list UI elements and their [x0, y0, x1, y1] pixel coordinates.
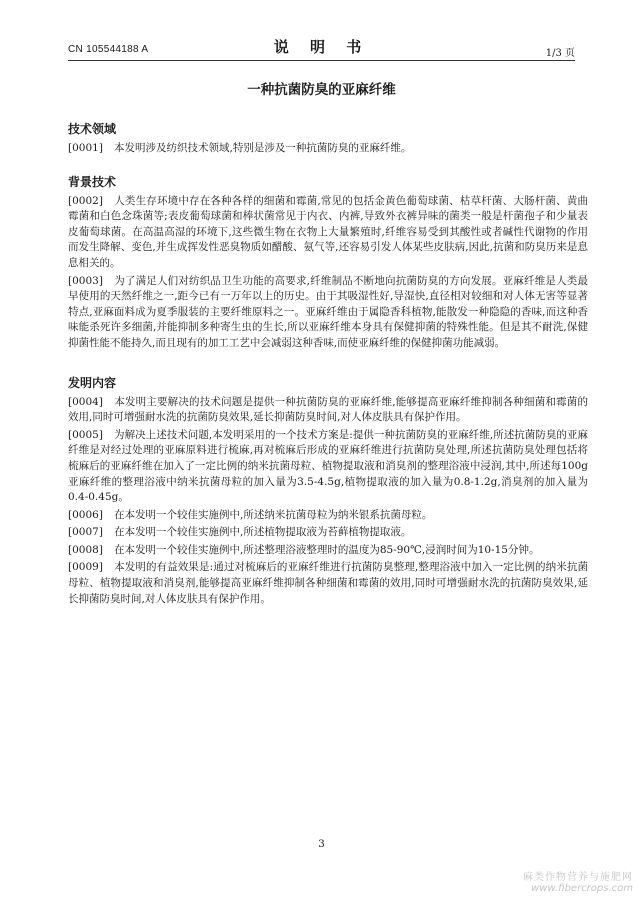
document-title: 一种抗菌防臭的亚麻纤维: [247, 82, 396, 98]
section-heading-summary: 发明内容: [68, 375, 117, 390]
paragraph-text: 本发明涉及纺织技术领域,特别是涉及一种抗菌防臭的亚麻纤维。: [114, 142, 412, 154]
paragraph-text: 本发明的有益效果是:通过对梳麻后的亚麻纤维进行抗菌防臭整理,整理浴液中加入一定比例的纳米抗菌母粒、植物提取液和消臭剂,能够提高亚麻纤维抑制各种细菌和霉菌的效用,同时可增强耐水洗的抗菌防臭效果,延长抑菌防臭时间,对人体皮肤具有保护作用。: [68, 561, 588, 605]
document-body: [68, 104, 588, 609]
paragraph-text: 人类生存环境中存在各种各样的细菌和霉菌,常见的包括金黄色葡萄球菌、枯草杆菌、大肠杆菌、黄曲霉菌和白色念珠菌等;表皮葡萄球菌和棒状菌常见于内衣、内裤,导致外衣裤异味的菌类一般是杆菌孢子和少量表皮葡萄球菌。在高温高湿的环境下,这些微生物在衣物上大量繁殖时,纤维容易受到其酸性或者碱性代谢物的作用而发生降解、变色,并生成挥发性恶臭物质如醋酸、氨气等,还容易引发人体某些皮肤病,因此,抗菌和防臭历来是息息相关的。: [68, 194, 588, 269]
paragraph-number: [0006]: [68, 508, 103, 521]
page-header: [68, 36, 575, 60]
paragraph-number: [0004]: [68, 395, 103, 408]
paragraph-number: [0001]: [68, 142, 103, 154]
paragraph-number: [0009]: [68, 561, 103, 574]
paragraph: [68, 141, 588, 157]
watermark-site-name: 麻类作物营养与施肥网: [523, 872, 633, 883]
paragraph: [68, 560, 588, 607]
paragraph-text: 为了满足人们对纺织品卫生功能的高要求,纤维制品不断地向抗菌防臭的方向发展。亚麻纤维是人类最早使用的天然纤维之一,距今已有一万年以上的历史。由于其吸湿性好,导湿快,直径相对较细和对人体无害等显著特点,亚麻面料成为夏季服装的主要纤维原料之一。亚麻纤维由于属隐香科植物,能散发一种隐隐的香味,而这种香味能杀死许多细菌,并能抑制多种寄生虫的生长,所以亚麻纤维本身具有保健抑菌的特殊性能。但是其不耐洗,保健抑菌性能不能持久,而且现有的加工工艺中会减弱这种香味,而使亚麻纤维的保健抑菌功能减弱。: [68, 274, 588, 349]
paragraph: [68, 525, 588, 541]
header-rule: [68, 60, 575, 61]
paragraph-number: [0003]: [68, 274, 103, 287]
page-number: 3: [318, 838, 325, 850]
paragraph: [68, 428, 588, 506]
paragraph-number: [0008]: [68, 543, 103, 556]
watermark-url: www.fibercrops.com: [531, 883, 633, 894]
section-heading-background: 背景技术: [68, 174, 117, 189]
paragraph-text: 在本发明一个较佳实施例中,所述纳米抗菌母粒为纳米银系抗菌母粒。: [114, 508, 433, 521]
paragraph: [68, 274, 588, 352]
paragraph: [68, 508, 588, 524]
paragraph-number: [0005]: [68, 428, 103, 441]
paragraph-text: 在本发明一个较佳实施例中,所述整理浴液整理时的温度为85-90℃,浸润时间为10-15分钟。: [114, 543, 540, 556]
paragraph: [68, 543, 588, 559]
paragraph-number: [0002]: [68, 194, 103, 207]
watermark: [523, 868, 633, 894]
paragraph: [68, 395, 588, 426]
publication-number: CN 105544188 A: [68, 44, 149, 55]
document-type: 说 明 书: [273, 38, 370, 56]
paragraph-text: 在本发明一个较佳实施例中,所述植物提取液为苔藓植物提取液。: [114, 526, 412, 539]
paragraph-text: 本发明主要解决的技术问题是提供一种抗菌防臭的亚麻纤维,能够提高亚麻纤维抑制各种细菌和霉菌的效用,同时可增强耐水洗的抗菌防臭效果,延长抑菌防臭时间,对人体皮肤具有保护作用。: [68, 395, 588, 424]
paragraph-number: [0007]: [68, 526, 103, 539]
page-count: 1/3 页: [545, 48, 575, 59]
paragraph-text: 为解决上述技术问题,本发明采用的一个技术方案是:提供一种抗菌防臭的亚麻纤维,所述抗菌防臭的亚麻纤维是对经过处理的亚麻原料进行梳麻,再对梳麻后形成的亚麻纤维进行抗菌防臭处理,所述抗菌防臭处理包括将梳麻后的亚麻纤维在加入了一定比例的纳米抗菌母粒、植物提取液和消臭剂的整理浴液中浸润,其中,所述每100g亚麻纤维的整理浴液中纳米抗菌母粒的加入量为3.5-4.5g,植物提取液的加入量为0.8-1.2g,消臭剂的加入量为0.4-0.45g。: [68, 428, 588, 504]
section-heading-technical-field: 技术领域: [68, 122, 117, 136]
paragraph: [68, 194, 588, 272]
